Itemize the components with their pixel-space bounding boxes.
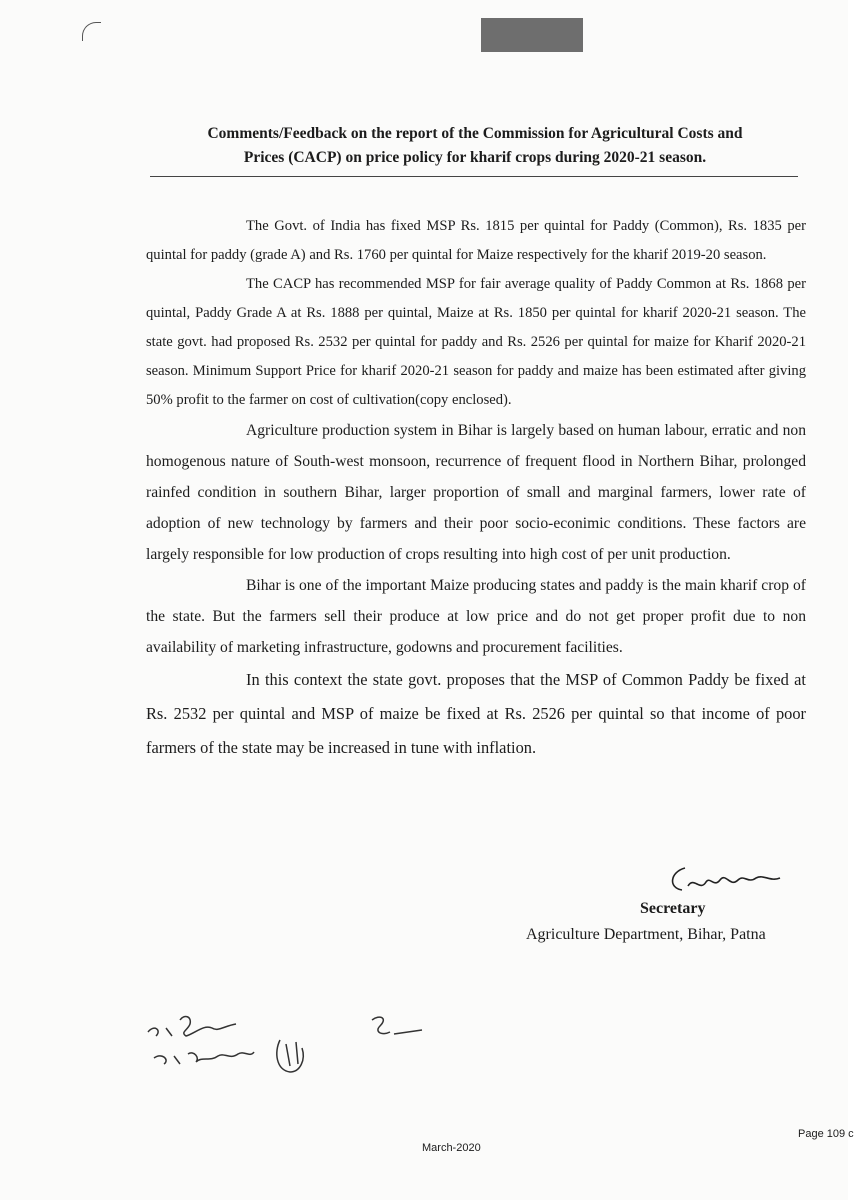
signatory-designation: Secretary bbox=[640, 900, 706, 917]
document-body bbox=[146, 212, 806, 765]
corner-mark bbox=[82, 22, 101, 41]
paragraph-3: Agriculture production system in Bihar is largely based on human labour, erratic and non homogenous nature of South-west monsoon, recurrence of frequent flood in Northern Bihar, prolonged rainfed condition in southern Bihar, larger proportion of small and marginal farmers, lower rate of adoption of new technology by farmers and their poor socio-econimic conditions. These factors are largely responsible for low production of crops resulting into high cost of per unit production. bbox=[146, 422, 806, 563]
handwritten-notes bbox=[140, 1000, 440, 1090]
title-line-2: Prices (CACP) on price policy for kharif crops during 2020-21 season. bbox=[243, 149, 707, 166]
title-line-1: Comments/Feedback on the report of the Commission for Agricultural Costs and bbox=[207, 125, 743, 142]
footer-date: March-2020 bbox=[422, 1142, 481, 1154]
paragraph-4: Bihar is one of the important Maize producing states and paddy is the main kharif crop of the state. But the farmers sell their produce at low price and do not get proper profit due to non availability of marketing infrastructure, godowns and procurement facilities. bbox=[146, 577, 806, 656]
paragraph-2: The CACP has recommended MSP for fair average quality of Paddy Common at Rs. 1868 per quintal, Paddy Grade A at Rs. 1888 per quintal, Maize at Rs. 1850 per quintal for kharif 2020-21 season. The state govt. had proposed Rs. 2532 per quintal for paddy and Rs. 2526 per quintal for maize for Kharif 2020-21 season. Minimum Support Price for kharif 2020-21 season for paddy and maize has been estimated after giving 50% profit to the farmer on cost of cultivation(copy enclosed). bbox=[146, 276, 806, 408]
paragraph-5: In this context the state govt. proposes that the MSP of Common Paddy be fixed at Rs. 2532 per quintal and MSP of maize be fixed at Rs. 2526 per quintal so that income of poor farmers of the state may be increased in tune with inflation. bbox=[146, 670, 806, 757]
signatory-department: Agriculture Department, Bihar, Patna bbox=[526, 926, 766, 943]
redaction-block bbox=[481, 18, 583, 52]
paragraph-1: The Govt. of India has fixed MSP Rs. 1815 per quintal for Paddy (Common), Rs. 1835 per quintal for paddy (grade A) and Rs. 1760 per quintal for Maize respectively for the kharif 2019-20 season. bbox=[146, 218, 806, 263]
document-title bbox=[150, 122, 800, 170]
page-number: Page 109 c bbox=[798, 1128, 854, 1140]
title-underline bbox=[150, 176, 798, 177]
